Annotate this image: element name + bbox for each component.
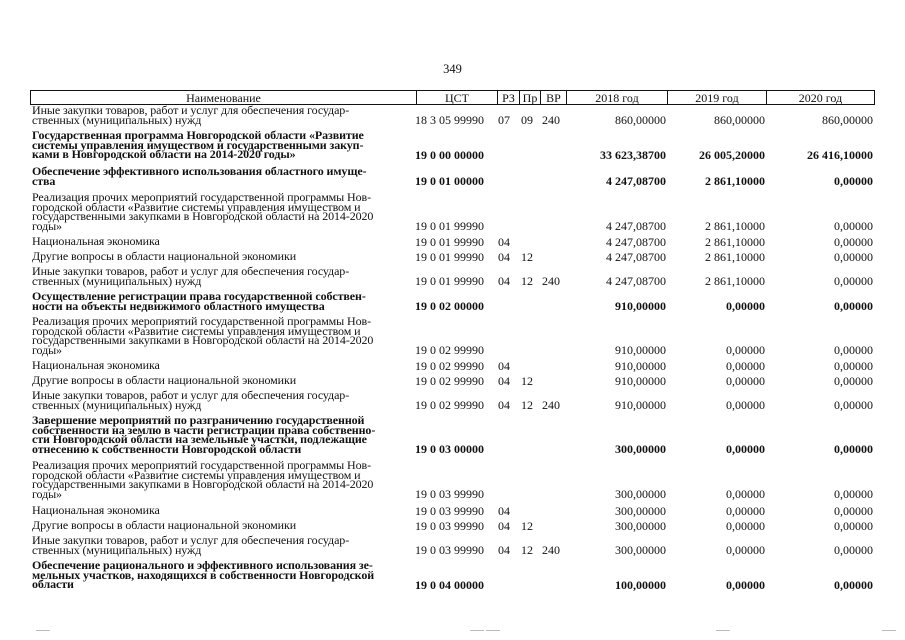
row-name: Другие вопросы в области национальной экономики: [32, 518, 297, 532]
row-value-2019: 0,00000: [726, 398, 765, 413]
row-name: Иные закупки товаров, работ и услуг для обеспечения государ- ственных (муниципальных) нужд: [32, 264, 350, 288]
section-row: [30, 128, 875, 162]
row-code: 19 0 01 99990: [415, 219, 484, 234]
header-year-2018: 2018 год: [566, 91, 667, 105]
table-row: [30, 358, 875, 373]
row-vr: 240: [542, 543, 560, 558]
row-value-2018: 910,00000: [615, 299, 666, 314]
row-value-2020: 0,00000: [834, 343, 873, 358]
row-value-2020: 0,00000: [834, 234, 873, 249]
row-rz: 04: [498, 358, 510, 373]
row-code: 19 0 02 00000: [415, 299, 484, 314]
section-row: [30, 558, 875, 592]
row-code: 19 0 03 99990: [415, 487, 484, 502]
header-year-2019: 2019 год: [667, 91, 766, 105]
row-code: 19 0 03 99990: [415, 543, 484, 558]
row-value-2020: 0,00000: [834, 577, 873, 592]
row-value-2020: 0,00000: [834, 299, 873, 314]
header-name: Наименование: [186, 91, 261, 105]
row-value-2020: 0,00000: [834, 442, 873, 457]
row-vr: 240: [542, 113, 560, 128]
row-value-2019: 0,00000: [726, 518, 765, 533]
row-pr: 12: [521, 518, 533, 533]
row-code: 19 0 02 99990: [415, 373, 484, 388]
row-value-2019: 2 861,10000: [705, 219, 765, 234]
row-vr: 240: [542, 274, 560, 289]
table-row: [30, 503, 875, 518]
row-value-2020: 0,00000: [834, 373, 873, 388]
row-value-2019: 0,00000: [726, 577, 765, 592]
row-name: Национальная экономика: [32, 358, 160, 372]
row-code: 19 0 03 99990: [415, 503, 484, 518]
row-value-2020: 0,00000: [834, 249, 873, 264]
row-name: Реализация прочих мероприятий государственной программы Нов- городской области «Развитие системы управления имуществом и государственными закупками в Новгородской области на 2014-2020 годы»: [32, 314, 374, 357]
row-rz: 04: [498, 373, 510, 388]
row-rz: 04: [498, 398, 510, 413]
row-rz: 04: [498, 503, 510, 518]
table-row: [30, 533, 875, 558]
row-value-2018: 300,00000: [615, 503, 666, 518]
row-value-2019: 2 861,10000: [705, 234, 765, 249]
table-row: [30, 264, 875, 289]
header-rz: РЗ: [497, 91, 519, 105]
row-value-2020: 0,00000: [834, 274, 873, 289]
row-value-2019: 26 005,20000: [699, 147, 765, 162]
row-name: Иные закупки товаров, работ и услуг для обеспечения государ- ственных (муниципальных) нужд: [32, 388, 350, 412]
row-code: 19 0 01 99990: [415, 274, 484, 289]
row-value-2018: 860,00000: [615, 113, 666, 128]
row-pr: 12: [521, 543, 533, 558]
table-row: [30, 458, 875, 502]
row-value-2019: 2 861,10000: [705, 274, 765, 289]
row-value-2018: 910,00000: [615, 373, 666, 388]
row-code: 19 0 00 00000: [415, 147, 484, 162]
row-value-2018: 4 247,08700: [606, 219, 666, 234]
row-code: 19 0 02 99990: [415, 398, 484, 413]
header-vr: ВР: [540, 91, 566, 105]
row-value-2020: 0,00000: [834, 503, 873, 518]
row-pr: 12: [521, 398, 533, 413]
row-code: 19 0 02 99990: [415, 358, 484, 373]
row-value-2020: 0,00000: [834, 487, 873, 502]
header-year-2020: 2020 год: [766, 91, 874, 105]
row-name: Реализация прочих мероприятий государственной программы Нов- городской области «Развитие системы управления имуществом и государственными закупками в Новгородской области на 2014-2020 годы»: [32, 190, 374, 233]
row-value-2019: 0,00000: [726, 299, 765, 314]
row-value-2019: 0,00000: [726, 503, 765, 518]
row-code: 19 0 01 99990: [415, 249, 484, 264]
row-name: Обеспечение рационального и эффективного использования зе- мельных участков, находящихся в собственности Новгородской области: [32, 558, 375, 592]
table-row: [30, 518, 875, 533]
row-name: Другие вопросы в области национальной экономики: [32, 249, 297, 263]
row-value-2019: 0,00000: [726, 487, 765, 502]
row-value-2019: 0,00000: [726, 543, 765, 558]
row-value-2019: 0,00000: [726, 358, 765, 373]
row-name: Обеспечение эффективного использования областного имуще- ства: [32, 164, 367, 188]
row-value-2018: 300,00000: [615, 487, 666, 502]
section-row: [30, 289, 875, 314]
header-pr: Пр: [519, 91, 540, 105]
row-name: Государственная программа Новгородской области «Развитие системы управления имуществом и государственными закуп- ками в Новгородской области на 2014-2020 годы»: [32, 128, 364, 162]
section-row: [30, 413, 875, 457]
row-pr: 12: [521, 373, 533, 388]
row-value-2018: 300,00000: [615, 442, 666, 457]
row-value-2019: 2 861,10000: [705, 249, 765, 264]
row-pr: 12: [521, 249, 533, 264]
row-vr: 240: [542, 398, 560, 413]
row-value-2018: 4 247,08700: [606, 174, 666, 189]
section-row: [30, 164, 875, 189]
row-name: Национальная экономика: [32, 503, 160, 517]
row-value-2019: 0,00000: [726, 343, 765, 358]
table-row: [30, 103, 875, 128]
table-row: [30, 234, 875, 249]
row-value-2018: 300,00000: [615, 518, 666, 533]
row-rz: 04: [498, 274, 510, 289]
row-name: Реализация прочих мероприятий государственной программы Нов- городской области «Развитие системы управления имуществом и государственными закупками в Новгородской области на 2014-2020 годы»: [32, 458, 374, 501]
row-value-2018: 910,00000: [615, 343, 666, 358]
row-name: Другие вопросы в области национальной экономики: [32, 373, 297, 387]
row-value-2019: 0,00000: [726, 373, 765, 388]
table-row: [30, 249, 875, 264]
row-code: 19 0 01 00000: [415, 174, 484, 189]
row-value-2018: 33 623,38700: [600, 147, 666, 162]
row-value-2020: 0,00000: [834, 358, 873, 373]
table-row: [30, 314, 875, 358]
row-code: 19 0 03 99990: [415, 518, 484, 533]
row-pr: 09: [521, 113, 533, 128]
row-value-2018: 910,00000: [615, 358, 666, 373]
row-value-2018: 300,00000: [615, 543, 666, 558]
table-row: [30, 190, 875, 234]
row-name: Завершение мероприятий по разграничению государственной собственности на землю в части регистрации права собственно- сти Новгородской области на земельные участки, подлежащие отнесению к собственности Новгородской области: [32, 413, 376, 456]
row-code: 19 0 03 00000: [415, 442, 484, 457]
row-value-2019: 2 861,10000: [705, 174, 765, 189]
row-value-2019: 860,00000: [714, 113, 765, 128]
row-name: Иные закупки товаров, работ и услуг для обеспечения государ- ственных (муниципальных) нужд: [32, 533, 350, 557]
row-value-2020: 0,00000: [834, 174, 873, 189]
row-rz: 04: [498, 518, 510, 533]
row-rz: 07: [498, 113, 510, 128]
row-name: Иные закупки товаров, работ и услуг для обеспечения государ- ственных (муниципальных) нужд: [32, 103, 350, 127]
row-value-2020: 0,00000: [834, 398, 873, 413]
row-value-2018: 910,00000: [615, 398, 666, 413]
row-rz: 04: [498, 234, 510, 249]
row-value-2020: 0,00000: [834, 543, 873, 558]
scan-edge: [0, 630, 905, 636]
row-name: Осуществление регистрации права государственной собствен- ности на объекты недвижимого областного имущества: [32, 289, 366, 313]
row-name: Национальная экономика: [32, 234, 160, 248]
table-row: [30, 373, 875, 388]
row-value-2020: 0,00000: [834, 219, 873, 234]
row-value-2020: 0,00000: [834, 518, 873, 533]
row-code: 19 0 02 99990: [415, 343, 484, 358]
row-value-2018: 4 247,08700: [606, 274, 666, 289]
row-pr: 12: [521, 274, 533, 289]
header-code: ЦСТ: [416, 91, 497, 105]
page-number: 349: [443, 62, 462, 76]
row-value-2020: 26 416,10000: [807, 147, 873, 162]
row-value-2018: 4 247,08700: [606, 249, 666, 264]
row-value-2019: 0,00000: [726, 442, 765, 457]
row-value-2018: 4 247,08700: [606, 234, 666, 249]
row-value-2020: 860,00000: [822, 113, 873, 128]
row-code: 19 0 01 99990: [415, 234, 484, 249]
row-code: 18 3 05 99990: [415, 113, 484, 128]
row-code: 19 0 04 00000: [415, 577, 484, 592]
row-rz: 04: [498, 249, 510, 264]
table-row: [30, 388, 875, 413]
row-value-2018: 100,00000: [615, 577, 666, 592]
row-rz: 04: [498, 543, 510, 558]
